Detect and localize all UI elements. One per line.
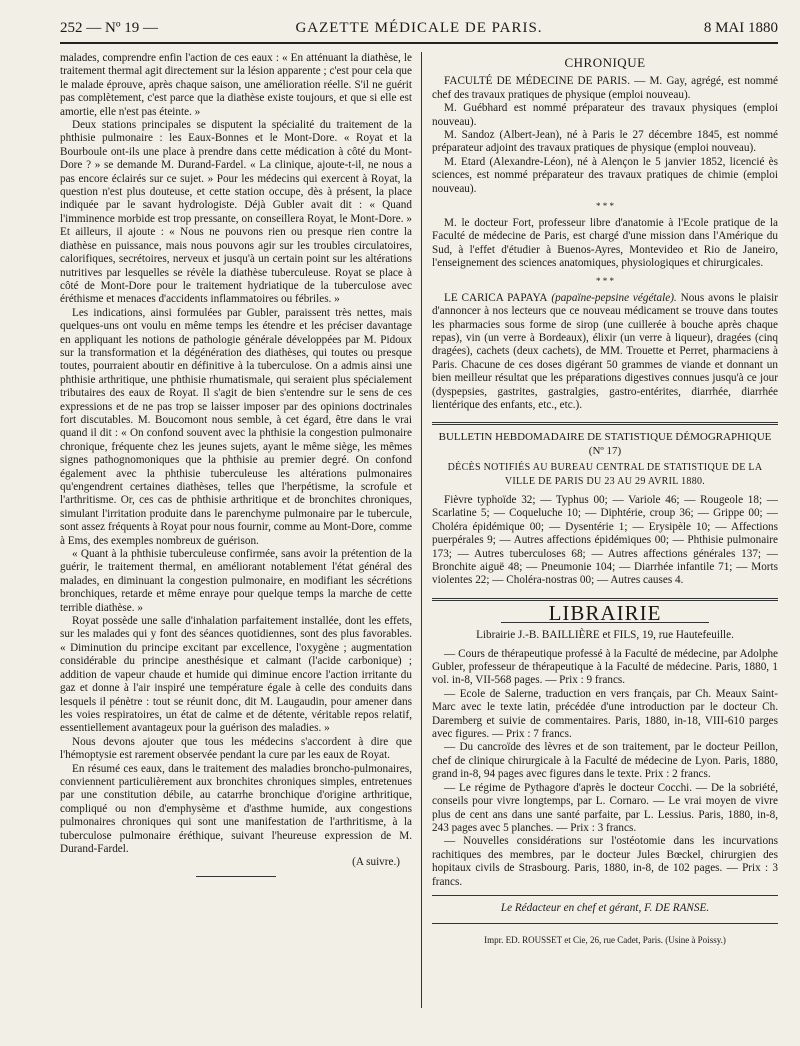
librairie-item: — Du cancroïde des lèvres et de son traitement, par le docteur Peillon, chef de clinique chirurgicale à la Faculté de médecine de Lyon. Paris, 1880, grand in-8, 94 pages avec figures dans le texte. Prix : 2 francs.: [432, 741, 778, 781]
librairie-item: — Cours de thérapeutique professé à la Faculté de médecine, par Adolphe Gubler, professeur de thérapeutique à la Faculté de médecine. Paris, 1880, 1 vol. in-8, VII-568 pages. — Prix : 9 francs.: [432, 647, 778, 687]
carica-text: Nous avons le plaisir d'annoncer à nos lecteurs que ce nouveau médicament se trouve dans toutes les pharmacies sous forme de sirop (une cuillerée à bouche après chaque repas), vin (un verre à Bordeaux), élixir (un verre à liqueur), dragées (cinq dragées), cachets (deux cachets), de MM. Trouette et Perret, pharmaciens à Paris. Chacune de ces doses digérant 50 grammes de viande et donnant un bien meilleur résultat que les préparations digestives connues jusqu'à ce jour (dyspepsies, gastrites, gastralgies, gastro-entérites, diarrhée, diarrhée lientérique des enfants, etc., etc.).: [432, 291, 778, 411]
chronique-item: M. Guébhard est nommé préparateur des travaux physiques (emploi nouveau).: [432, 102, 778, 128]
column-end-rule: [196, 876, 276, 877]
issue-date: 8 MAI 1880: [703, 20, 778, 36]
column-divider: [421, 52, 422, 1008]
left-column: [60, 52, 412, 1034]
paragraph: En résumé ces eaux, dans le traitement des maladies broncho-pulmonaires, conviennent particulièrement aux bronchites chroniques simples, entretenues par une constitution débile, au catarrhe bronchique d'origine arthritique, compliqué ou non d'emphysème et d'asthme humide, aux congestions pulmonaires chroniques qui sont une manifestation de l'arthritisme, à la tuberculose pulmonaire éréthique, suivant l'heureuse expression de M. Durand-Fardel.: [60, 762, 412, 855]
carica-paragraph: [432, 292, 778, 413]
carica-label: LE CARICA PAPAYA: [444, 291, 548, 304]
printer-imprint: Impr. ED. ROUSSET et Cie, 26, rue Cadet, Paris. (Usine à Poissy.): [484, 935, 726, 946]
to-be-continued: (A suivre.): [352, 856, 400, 869]
chronique-item: M. Sandoz (Albert-Jean), né à Paris le 27 décembre 1845, est nommé préparateur adjoint des travaux pratiques de physique (emploi nouveau).: [432, 129, 778, 155]
librairie-publisher: Librairie J.-B. BAILLIÈRE et FILS, 19, rue Hautefeuille.: [476, 629, 734, 642]
chronique-title: CHRONIQUE: [564, 55, 646, 70]
journal-title: GAZETTE MÉDICALE DE PARIS.: [295, 20, 543, 36]
signature-rule: [432, 895, 778, 896]
bulletin-title: BULLETIN HEBDOMADAIRE DE STATISTIQUE DÉMOGRAPHIQUE (Nº 17): [438, 431, 772, 457]
paragraph: Deux stations principales se disputent la spécialité du traitement de la phthisie pulmonaire : les Eaux-Bonnes et le Mont-Dore. « Royat et la Bourboule ont-ils une place à prendre dans cette médication à côté du Mont-Dore ? » se demande M. Durand-Fardel. « La clinique, ajoute-t-il, ne nous a pas encore éclairés sur ce sujet. » Pour les médecins qui exercent à Royat, la question n'est plus douteuse, et cette station occupe, dès à présent, la place indiquée par le savant hydrologiste. Déjà Gubler avait dit : « Quand l'imminence morbide est trop pressante, on conseillera Royat, le Mont-Dore. » Et ailleurs, il ajoute : « Nous ne pouvons rien ou presque rien contre la diathèse en puissance, mais nous pouvons agir sur les troubles circulatoires, calorifiques, secrétoires, nerveux et jusqu'à un certain point sur les altérations nutritives par lesquelles se révèle la diathèse tuberculeuse. Royat se place à côté de Mont-Dore pour le traitement hydriatique de la tuberculose avec éréthisme et menaces d'accidents inflammatoires ou fébriles. »: [60, 119, 412, 306]
asterism: * * *: [596, 201, 614, 212]
editor-signature: Le Rédacteur en chef et gérant, F. DE RANSE.: [500, 901, 710, 914]
paragraph: Les indications, ainsi formulées par Gubler, paraissent très nettes, mais quelques-uns ont voulu en même temps les étendre et les préciser davantage en appliquant les notions de pathologie générale développées par M. Pidoux sur la transformation et la dégénération des diathèses, qui toutes ou presque toutes, pourraient aboutir en définitive à la tuberculose. On a admis ainsi une phthisie arthritique, une phthisie rhumatismale, qui seraient plus spécialement tributaires des eaux de Royat. Il s'agit de bien s'entendre sur le sens de ces expressions et de ne pas trop se laisser imposer par des opinions doctrinales fort discutables. M. Boucomont nous semble, à cet égard, être dans le vrai quand il dit : « On confond souvent avec la phthisie la congestion pulmonaire chronique, fréquente chez les jeunes sujets, ayant le même siège, les mêmes signes pathognomoniques que la phthisie au premier degré. On confond également avec la phthisie tuberculeuse les altérations pulmonaires qu'engendrent certaines diathèses, telles que l'herpétisme, la scrofule et l'arthritisme. Or, ces cas de phthisie arthritique et de bronchites chroniques, simulant l'irritation produite dans le parenchyme pulmonaire par le tubercule, sont assez fréquents à Royat pour nous fournir, comme au Mont-Dore, comme à Ems, des exemples nombreux de guérison.: [60, 306, 412, 547]
bulletin-subtitle: DÉCÈS NOTIFIÉS AU BUREAU CENTRAL DE STATISTIQUE DE LA VILLE DE PARIS DU 23 AU 29 AVRIL 1880.: [447, 462, 763, 487]
librairie-item: — Nouvelles considérations sur l'ostéotomie dans les incurvations rachitiques des membres, par le docteur Jules Bœckel, chirurgien des hopitaux civils de Strasbourg. Paris, 1880, in-8, de 102 pages. — Prix : 3 francs.: [432, 835, 778, 888]
librairie-item: — Ecole de Salerne, traduction en vers français, par Ch. Meaux Saint-Marc avec le texte latin, précédée d'une introduction par le docteur Ch. Daremberg et suivie de commentaires. Paris, 1880, in-18, VIII-610 parges avec figures. — Prix : 7 francs.: [432, 687, 778, 741]
signature-rule: [432, 923, 778, 924]
page-number: 252 — Nº 19 —: [60, 20, 158, 36]
page-header: [60, 14, 778, 44]
paragraph: « Quant à la phthisie tuberculeuse confirmée, sans avoir la prétention de la guérir, le traitement thermal, en améliorant notablement l'état général des malades, en diminuant la congestion pulmonaire, en modifiant les sécrétions bronchiques, retarde et même enraye pour quelque temps la marche de cette terrible diathèse. »: [60, 548, 412, 614]
right-column: [432, 52, 778, 1034]
librairie-title: LIBRAIRIE: [548, 600, 662, 625]
paragraph: malades, comprendre enfin l'action de ces eaux : « En atténuant la diathèse, le traitement thermal agit directement sur la lésion apparente ; c'est pour cela que le malade éprouve, après chaque saison, une amélioration réelle. S'il ne guérit pas complètement, c'est parce que la diathèse existe toujours, et que si elle est amortie, elle n'est pas éteinte. »: [60, 52, 412, 118]
paragraph: Nous devons ajouter que tous les médecins s'accordent à dire que l'hémoptysie est rarement observée pendant la cure par les eaux de Royat.: [60, 735, 412, 762]
chronique-item: FACULTÉ DE MÉDECINE DE PARIS. — M. Gay, agrégé, est nommé chef des travaux pratiques de physique (emploi nouveau).: [432, 75, 778, 101]
bulletin-stats: Fièvre typhoïde 32; — Typhus 00; — Variole 46; — Rougeole 18; — Scarlatine 5; — Coqueluche 10; — Diphtérie, croup 36; — Grippe 00; — Choléra épidémique 00; — Dysentérie 1; — Erysipèle 10; — Affections puerpérales 9; — Autres affections épidémiques 00; — Phthisie pulmonaire 173; — Autres tuberculoses 68; — Autres affections générales 137; — Bronchite aiguë 48; — Pneumonie 104; — Diarrhée infantile 71; — Morts violentes 22; — Choléra-nostras 00; — Autres causes 4.: [432, 493, 778, 587]
carica-subtitle: (papaïne-pepsine végétale).: [551, 291, 677, 304]
header-rule: [60, 42, 778, 44]
fort-mission-text: M. le docteur Fort, professeur libre d'anatomie à l'Ecole pratique de la Faculté de médecine de Paris, est chargé d'une mission dans l'Amérique du Sud, à l'effet d'étudier à Buenos-Ayres, Montevideo et Rio de Janeiro, l'enseignement des sciences anatomiques, physiologiques et chirurgicales.: [432, 217, 778, 270]
paragraph: Royat possède une salle d'inhalation parfaitement installée, dont les effets, sur les malades qui y font des séances quotidiennes, sont des plus favorables. « Diminution du principe excitant par excellence, l'oxygène ; augmentation considérable du principe anesthésique et calmant (l'acide carbonique) ; addition de vapeur chaude et humide qui diminue encore l'action irritante du gaz et donne à l'air inspiré une température égale à celle des conduits dans lesquels il pénètre : tout se réunit donc, dit M. Laugaudin, pour amener dans les voies respiratoires, un état de calme et de détente, véritable repos relatif, essentiellement avantageux pour la guérison des maladies. »: [60, 615, 412, 735]
asterism: * * *: [596, 275, 614, 286]
librairie-item: — Le régime de Pythagore d'après le docteur Cocchi. — De la sobriété, conseils pour vivre longtemps, par L. Cornaro. — Le vrai moyen de vivre plus de cent ans dans une santé parfaite, par L. Lessius. Paris, 1880, in-8, 243 pages avec 5 planches. — Prix : 3 francs.: [432, 781, 778, 834]
section-divider: [432, 422, 778, 425]
chronique-item: M. Etard (Alexandre-Léon), né à Alençon le 5 janvier 1852, licencié ès sciences, est nommé préparateur des travaux pratiques de chimie (emploi nouveau).: [432, 155, 778, 195]
